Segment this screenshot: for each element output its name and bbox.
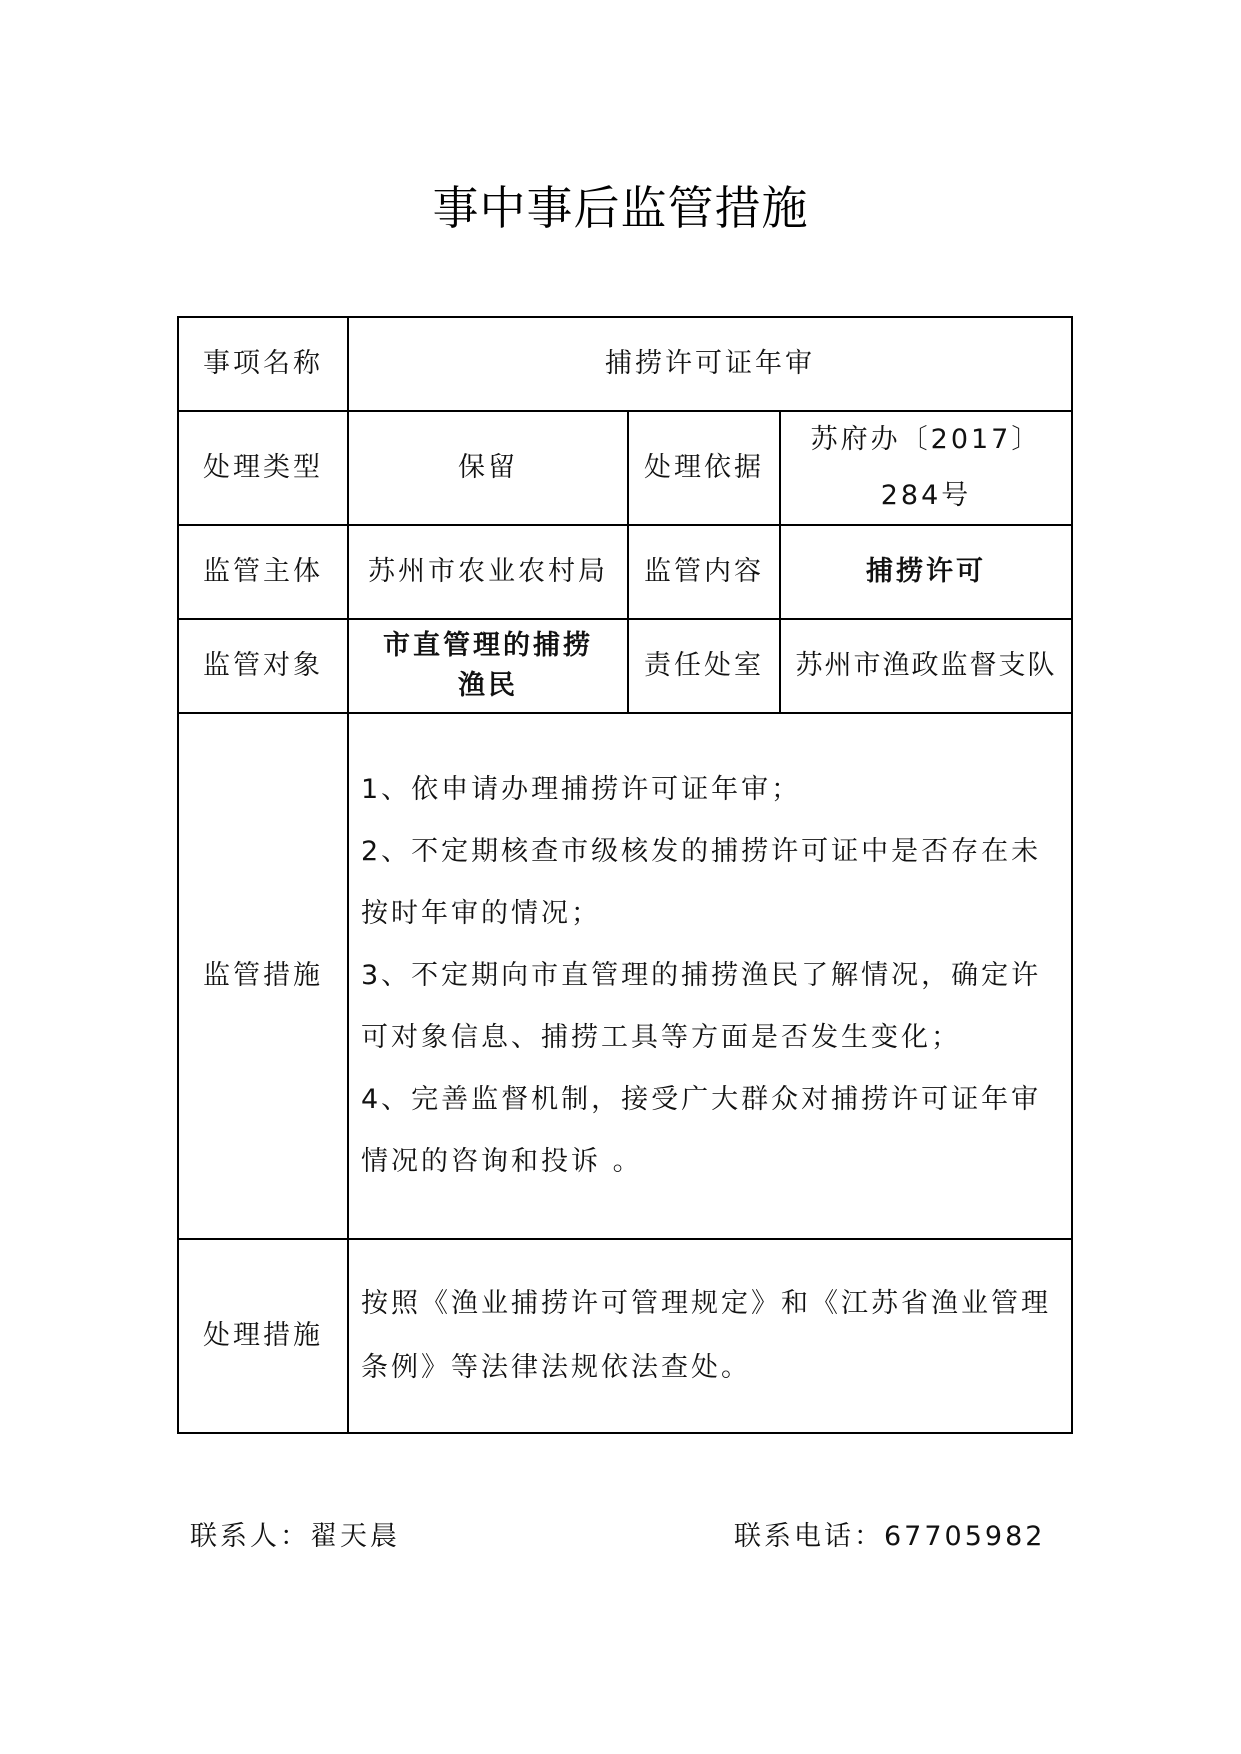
measures-list bbox=[348, 713, 1072, 1239]
handling-label: 处理措施 bbox=[178, 1239, 348, 1433]
item-name-value: 捕捞许可证年审 bbox=[348, 317, 1072, 411]
handling-value: 按照《渔业捕捞许可管理规定》和《江苏省渔业管理条例》等法律法规依法查处。 bbox=[348, 1239, 1072, 1433]
measures-label: 监管措施 bbox=[178, 713, 348, 1239]
supervisor-label: 监管主体 bbox=[178, 525, 348, 619]
item-name-label: 事项名称 bbox=[178, 317, 348, 411]
handle-basis-value: 苏府办〔2017〕284号 bbox=[780, 411, 1072, 525]
handle-basis-label: 处理依据 bbox=[628, 411, 780, 525]
row-handle-type bbox=[178, 411, 1072, 525]
content-value: 捕捞许可 bbox=[780, 525, 1072, 619]
row-item-name bbox=[178, 317, 1072, 411]
office-label: 责任处室 bbox=[628, 619, 780, 713]
measure-item-1: 1、依申请办理捕捞许可证年审； bbox=[361, 774, 802, 805]
measure-item-3: 3、不定期向市直管理的捕捞渔民了解情况，确定许可对象信息、捕捞工具等方面是否发生变化； bbox=[361, 960, 1042, 1053]
measure-item-4: 4、完善监督机制，接受广大群众对捕捞许可证年审情况的咨询和投诉 。 bbox=[361, 1084, 1042, 1177]
handle-type-label: 处理类型 bbox=[178, 411, 348, 525]
office-value: 苏州市渔政监督支队 bbox=[780, 619, 1072, 713]
handle-type-value: 保留 bbox=[348, 411, 628, 525]
row-measures bbox=[178, 713, 1072, 1239]
measure-item-2: 2、不定期核查市级核发的捕捞许可证中是否存在未按时年审的情况； bbox=[361, 836, 1042, 929]
page-title: 事中事后监管措施 bbox=[432, 181, 809, 235]
target-label: 监管对象 bbox=[178, 619, 348, 713]
contact-person: 联系人：翟天晨 bbox=[190, 1521, 400, 1552]
supervisor-value: 苏州市农业农村局 bbox=[348, 525, 628, 619]
row-supervisor bbox=[178, 525, 1072, 619]
row-handling bbox=[178, 1239, 1072, 1433]
supervision-table bbox=[177, 316, 1073, 1434]
target-value: 市直管理的捕捞渔民 bbox=[348, 619, 628, 713]
content-label: 监管内容 bbox=[628, 525, 780, 619]
contact-phone: 联系电话：67705982 bbox=[734, 1521, 1046, 1552]
row-target bbox=[178, 619, 1072, 713]
